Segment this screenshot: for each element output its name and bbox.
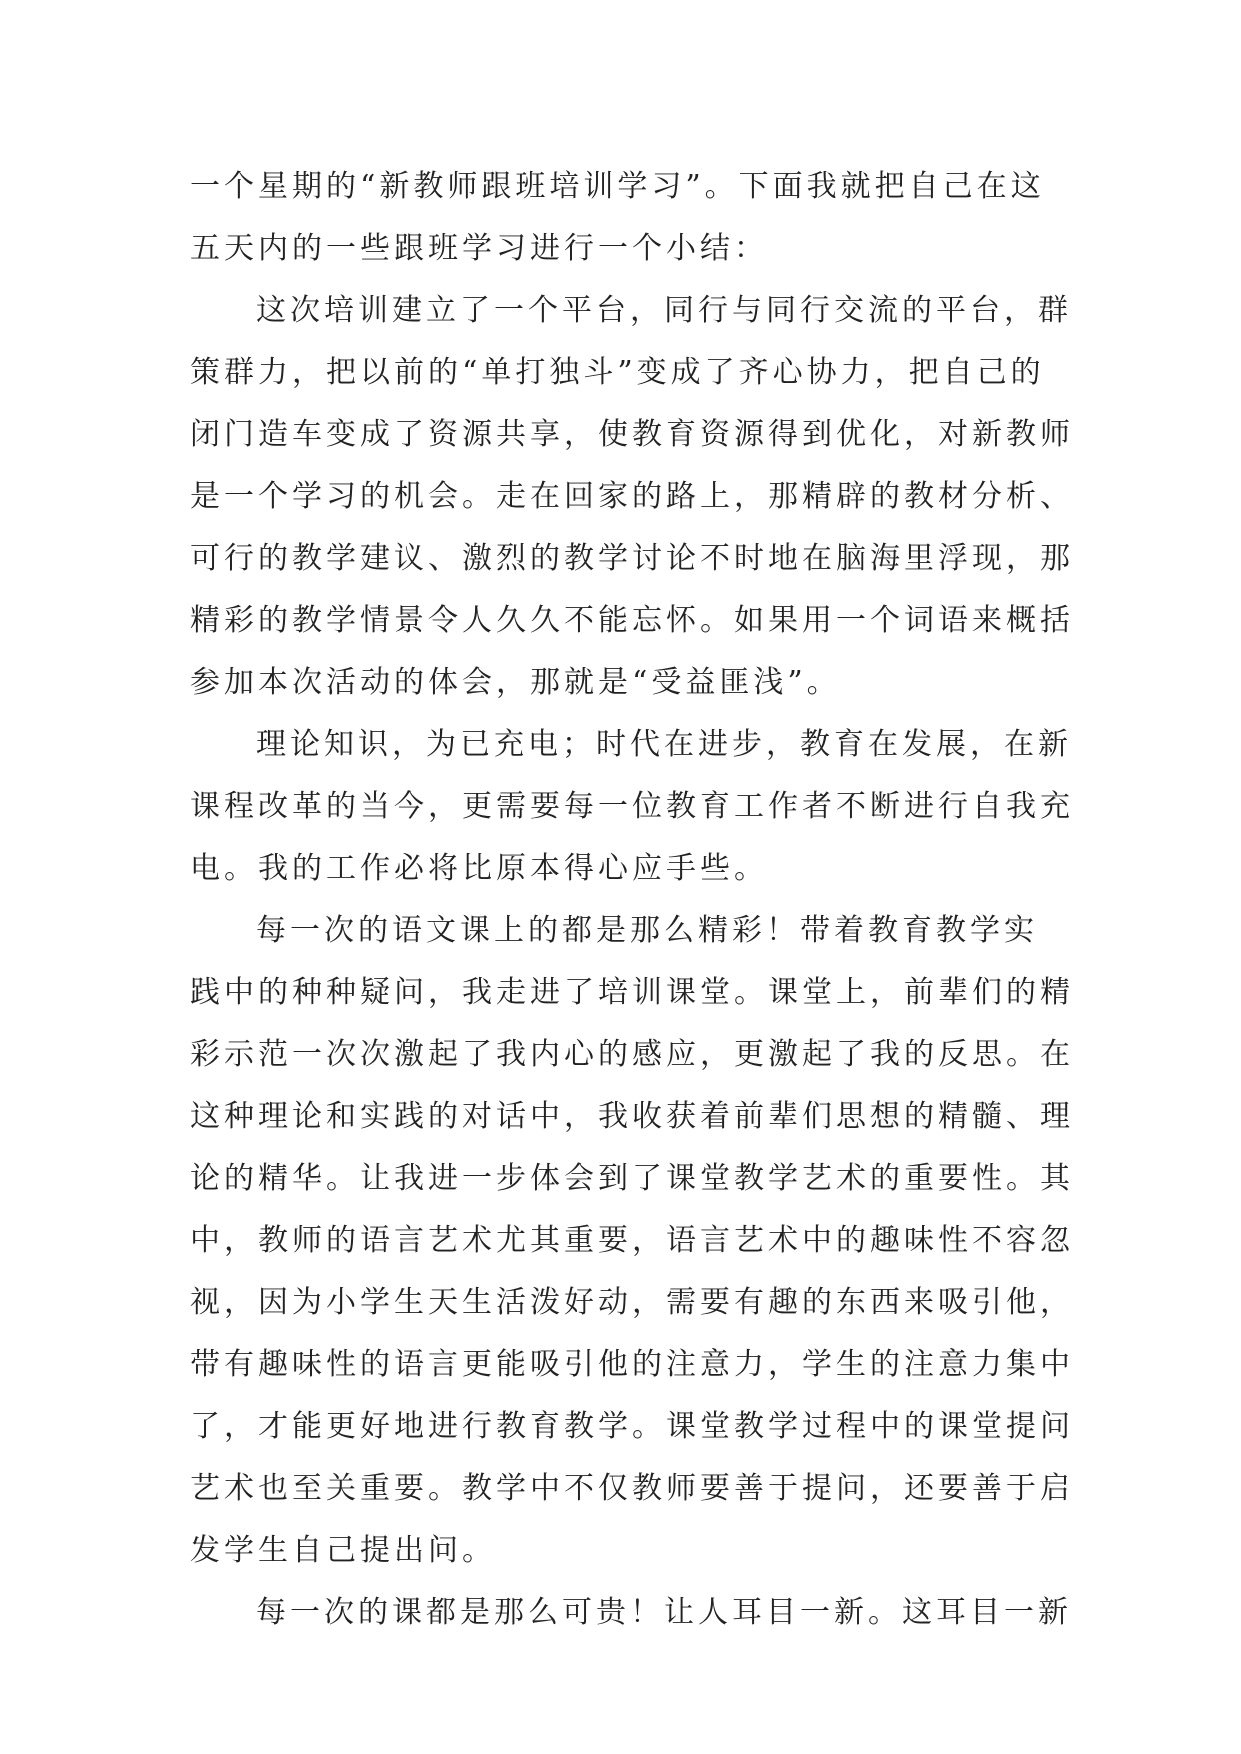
text-line: 每一次的语文课上的都是那么精彩！带着教育教学实 [256,913,1038,948]
text-line: 中，教师的语言艺术尤其重要，语言艺术中的趣味性不容忽 [190,1223,1074,1258]
text-line: 五天内的一些跟班学习进行一个小结： [190,231,768,266]
text-line: 一个星期的“新教师跟班培训学习”。下面我就把自己在这 [190,169,1045,204]
text-line: 彩示范一次次激起了我内心的感应，更激起了我的反思。在 [190,1037,1074,1072]
body-text [190,156,1074,1644]
text-line: 是一个学习的机会。走在回家的路上，那精辟的教材分析、 [190,479,1074,514]
text-line: 论的精华。让我进一步体会到了课堂教学艺术的重要性。其 [190,1161,1074,1196]
text-line: 这次培训建立了一个平台，同行与同行交流的平台，群 [256,293,1072,328]
text-line: 课程改革的当今，更需要每一位教育工作者不断进行自我充 [190,789,1074,824]
text-line: 闭门造车变成了资源共享，使教育资源得到优化，对新教师 [190,417,1074,452]
text-line: 可行的教学建议、激烈的教学讨论不时地在脑海里浮现，那 [190,541,1074,576]
text-line: 参加本次活动的体会，那就是“受益匪浅”。 [190,665,841,700]
text-line: 每一次的课都是那么可贵！让人耳目一新。这耳目一新 [256,1595,1072,1630]
text-line: 了，才能更好地进行教育教学。课堂教学过程中的课堂提问 [190,1409,1074,1444]
text-line: 精彩的教学情景令人久久不能忘怀。如果用一个词语来概括 [190,603,1074,638]
text-line: 发学生自己提出问。 [190,1533,496,1568]
text-line: 艺术也至关重要。教学中不仅教师要善于提问，还要善于启 [190,1471,1074,1506]
text-line: 视，因为小学生天生活泼好动，需要有趣的东西来吸引他， [190,1285,1074,1320]
text-line: 带有趣味性的语言更能吸引他的注意力，学生的注意力集中 [190,1347,1074,1382]
text-line: 践中的种种疑问，我走进了培训课堂。课堂上，前辈们的精 [190,975,1074,1010]
text-line: 策群力，把以前的“单打独斗”变成了齐心协力，把自己的 [190,355,1045,390]
text-line: 理论知识，为已充电；时代在进步，教育在发展，在新 [256,727,1072,762]
text-line: 这种理论和实践的对话中，我收获着前辈们思想的精髓、理 [190,1099,1074,1134]
text-line: 电。我的工作必将比原本得心应手些。 [190,851,768,886]
